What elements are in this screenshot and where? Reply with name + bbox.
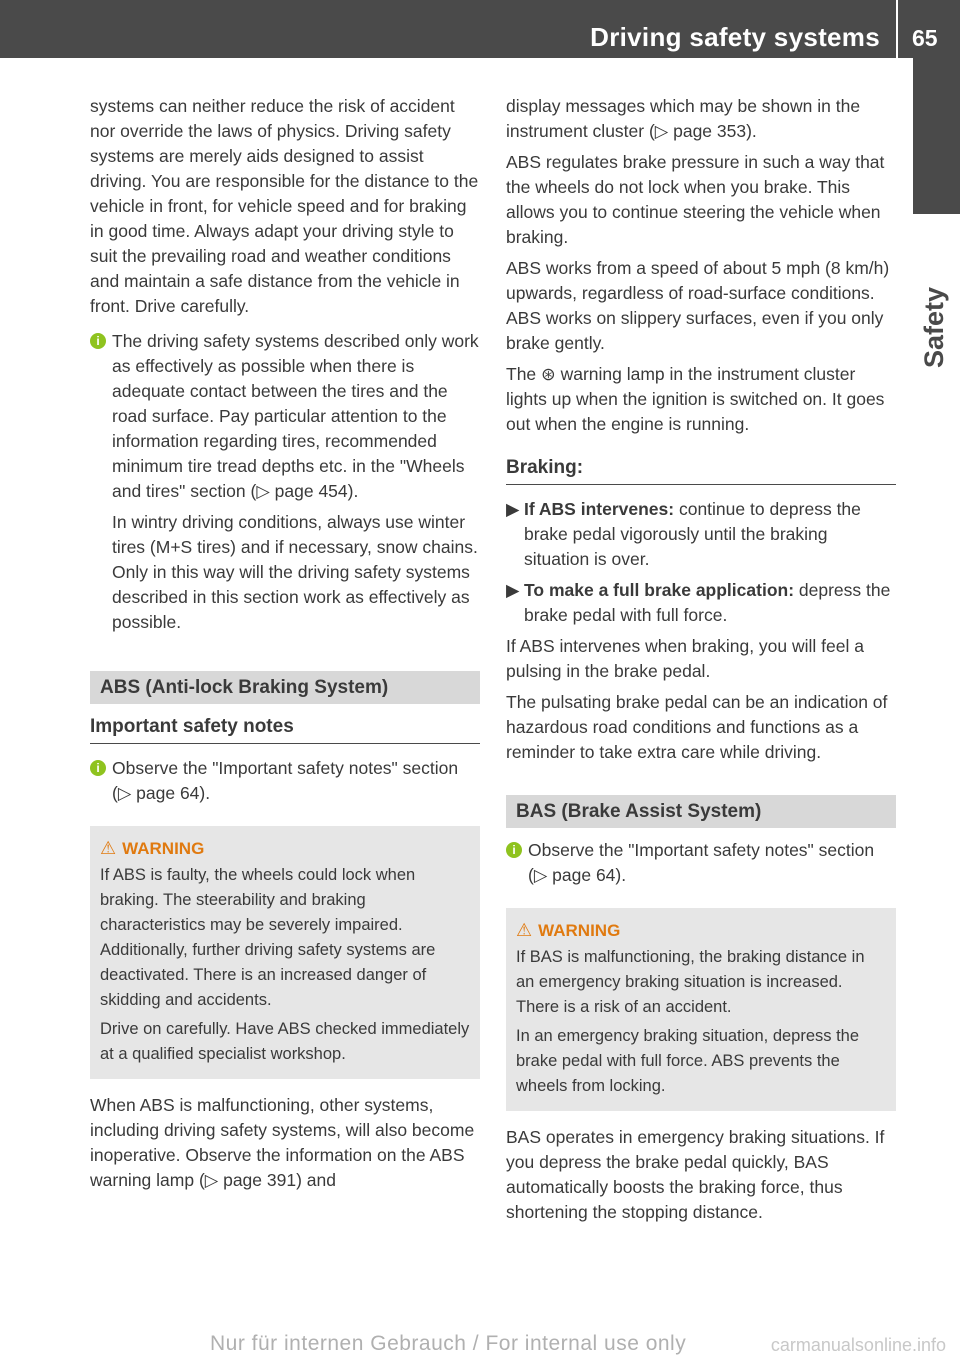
instruction-step	[506, 578, 896, 628]
left-column	[90, 94, 480, 1199]
info-note	[90, 756, 480, 812]
body-paragraph: ABS works from a speed of about 5 mph (8 km/h) upwards, regardless of road-surface conditions. ABS works on slippery surfaces, even if you only brake gently.	[506, 258, 890, 353]
section-heading-abs: ABS (Anti-lock Braking System)	[90, 671, 480, 704]
warning-icon: ⚠	[516, 920, 533, 940]
text-span: warning lamp in the instrument cluster lights up when the ignition is switched on. It goes out when the engine is running.	[506, 364, 885, 434]
header-divider	[896, 0, 898, 58]
step-arrow-icon: ▶	[506, 499, 520, 519]
info-text: The driving safety systems described only work as effectively as possible when there is adequate contact between the tires and the road surface. Pay particular attention to the information regarding tires, recommended minimum tire tread depths etc. in the "Wheels and tires" section (▷ page 454).	[112, 331, 479, 501]
warning-label: WARNING	[122, 839, 205, 858]
instruction-step	[506, 497, 896, 572]
abs-lamp-icon: ⊛	[541, 364, 556, 384]
intro-paragraph: systems can neither reduce the risk of accident nor override the laws of physics. Driving safety systems are merely aids designed to assist driving. You are responsible for the distance to the vehicle in front, for vehicle speed and for braking in good time. Always adapt your driving style to suit the prevailing road and weather conditions and maintain a safe distance from the vehicle in front. Drive carefully.	[90, 96, 479, 316]
chapter-tab	[913, 58, 960, 214]
warning-label: WARNING	[538, 921, 621, 940]
warning-text: Drive on carefully. Have ABS checked immediately at a qualified specialist workshop.	[100, 1020, 470, 1063]
subheading-braking: Braking:	[506, 455, 896, 485]
warning-icon: ⚠	[100, 838, 117, 858]
info-icon: i	[90, 333, 106, 349]
info-text: Observe the "Important safety notes" section (▷ page 64).	[112, 758, 459, 803]
text-span: The	[506, 364, 537, 384]
warning-box	[506, 908, 896, 1111]
info-note	[90, 329, 480, 641]
page-number: 65	[912, 25, 938, 51]
body-paragraph: ABS regulates brake pressure in such a way that the wheels do not lock when you brake. This allows you to continue steering the vehicle when braking.	[506, 152, 885, 247]
body-paragraph: BAS operates in emergency braking situations. If you depress the brake pedal quickly, BAS automatically boosts the braking force, thus shortening the stopping distance.	[506, 1127, 885, 1222]
body-paragraph: The pulsating brake pedal can be an indication of hazardous road conditions and functions as a reminder to take extra care while driving.	[506, 692, 888, 762]
watermark: Nur für internen Gebrauch / For internal use only	[210, 1332, 687, 1355]
step-text: continue to depress the brake pedal vigorously until the braking situation is over.	[524, 499, 861, 569]
section-heading-bas: BAS (Brake Assist System)	[506, 795, 896, 828]
info-icon: i	[506, 842, 522, 858]
warning-text: If ABS is faulty, the wheels could lock when braking. The steerability and braking characteristics may be severely impaired. Additionally, further driving safety systems are deactivated. There is an increased danger of skidding and accidents.	[100, 866, 436, 1009]
body-paragraph	[506, 362, 896, 437]
subheading-safety-notes: Important safety notes	[90, 714, 480, 744]
info-note	[506, 838, 896, 894]
header-bar	[0, 0, 960, 58]
step-bold: To make a full brake application:	[524, 580, 795, 600]
step-bold: If ABS intervenes:	[524, 499, 675, 519]
step-text: depress the brake pedal with full force.	[524, 580, 891, 625]
page-title: Driving safety systems	[590, 22, 880, 52]
chapter-sidebar	[913, 58, 960, 1362]
site-watermark: carmanualsonline.info	[770, 1335, 946, 1355]
info-icon: i	[90, 760, 106, 776]
info-text: Observe the "Important safety notes" section (▷ page 64).	[528, 840, 875, 885]
warning-text: In an emergency braking situation, depress the brake pedal with full force. ABS prevents the wheels from locking.	[516, 1027, 860, 1095]
chapter-label: Safety	[919, 286, 949, 368]
info-text: In wintry driving conditions, always use winter tires (M+S tires) and if necessary, snow chains. Only in this way will the driving safety systems described in this section work as effectively as possible.	[112, 512, 478, 632]
body-paragraph: When ABS is malfunctioning, other systems, including driving safety systems, will also become inoperative. Observe the information on the ABS warning lamp (▷ page 391) and	[90, 1095, 475, 1190]
body-paragraph: If ABS intervenes when braking, you will feel a pulsing in the brake pedal.	[506, 636, 864, 681]
step-arrow-icon: ▶	[506, 580, 520, 600]
right-column	[506, 94, 896, 1231]
warning-text: If BAS is malfunctioning, the braking distance in an emergency braking situation is increased. There is a risk of an accident.	[516, 948, 865, 1016]
body-paragraph: display messages which may be shown in the instrument cluster (▷ page 353).	[506, 96, 861, 141]
warning-box	[90, 826, 480, 1079]
